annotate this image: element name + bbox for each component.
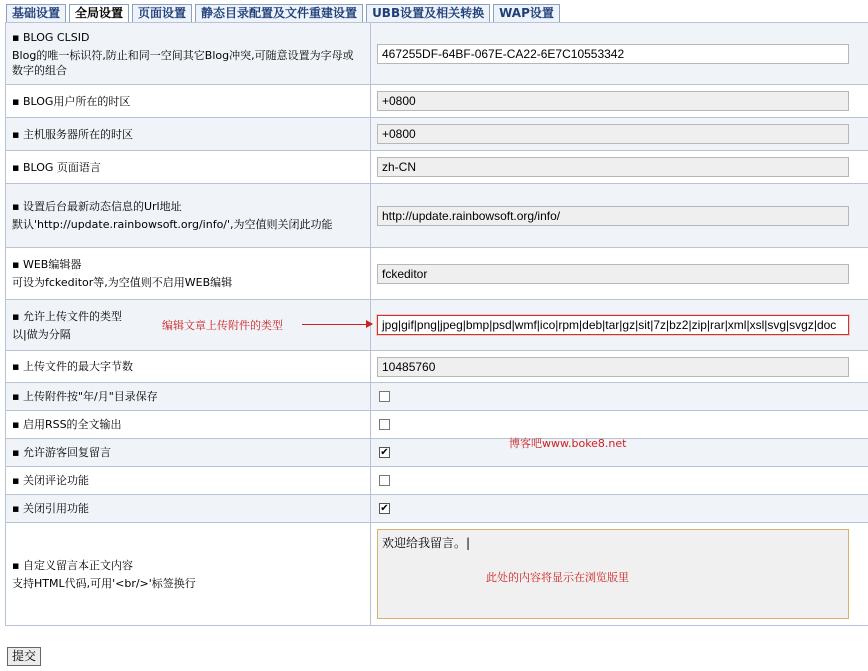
- row-close-comment: [5, 467, 868, 495]
- row-max-size: [5, 351, 868, 383]
- label-max-size: ▪ 上传文件的最大字节数: [12, 360, 133, 373]
- settings-tabs: [6, 4, 563, 22]
- desc-upload-types: 以|做为分隔: [12, 327, 71, 341]
- upload-types-input[interactable]: jpg|gif|png|jpeg|bmp|psd|wmf|ico|rpm|deb|tar|gz|sit|7z|bz2|zip|rar|xml|xsl|svg|svgz|doc: [377, 315, 849, 335]
- row-user-timezone: [5, 85, 868, 118]
- tab-ubb[interactable]: UBB设置及相关转换: [366, 4, 490, 22]
- label-user-timezone: ▪ BLOG用户所在的时区: [12, 94, 131, 108]
- row-guestbook-content: [5, 523, 868, 626]
- close-trackback-checkbox[interactable]: ✔: [380, 503, 389, 514]
- label-update-url: ▪ 设置后台最新动态信息的Url地址: [12, 200, 182, 213]
- row-web-editor: [5, 248, 868, 300]
- tab-global[interactable]: 全局设置: [69, 4, 129, 22]
- annotation-arrow-icon: [302, 324, 372, 325]
- row-guest-reply: [5, 439, 868, 467]
- upload-types-annotation: 编辑文章上传附件的类型: [162, 319, 283, 332]
- label-blog-clsid: ▪ BLOG CLSID: [12, 30, 90, 44]
- web-editor-input[interactable]: fckeditor: [377, 264, 849, 284]
- guest-reply-checkbox[interactable]: ✔: [380, 447, 389, 458]
- tab-static-dir[interactable]: 静态目录配置及文件重建设置: [195, 4, 363, 22]
- desc-guestbook-content: 支持HTML代码,可用'<br/>'标签换行: [12, 576, 196, 590]
- label-page-language: ▪ BLOG 页面语言: [12, 160, 101, 174]
- row-year-month: [5, 383, 868, 411]
- row-update-url: [5, 184, 868, 248]
- label-guest-reply: ▪ 允许游客回复留言: [12, 446, 111, 459]
- row-rss-full: [5, 411, 868, 439]
- desc-blog-clsid: Blog的唯一标识符,防止和同一空间其它Blog冲突,可随意设置为字母或数字的组合: [12, 48, 354, 77]
- label-close-trackback: ▪ 关闭引用功能: [12, 502, 89, 515]
- page-language-input[interactable]: zh-CN: [377, 157, 849, 177]
- year-month-checkbox[interactable]: [379, 391, 390, 402]
- label-close-comment: ▪ 关闭评论功能: [12, 474, 89, 487]
- max-size-input[interactable]: 10485760: [377, 357, 849, 377]
- row-page-language: [5, 151, 868, 184]
- preview-note: 此处的内容将显示在浏览版里: [486, 571, 629, 584]
- update-url-input[interactable]: http://update.rainbowsoft.org/info/: [377, 206, 849, 226]
- label-upload-types: ▪ 允许上传文件的类型: [12, 309, 122, 323]
- desc-update-url: 默认'http://update.rainbowsoft.org/info/',为空值则关闭此功能: [12, 218, 333, 231]
- submit-button[interactable]: 提交: [7, 647, 41, 666]
- tab-page[interactable]: 页面设置: [132, 4, 192, 22]
- user-timezone-input[interactable]: +0800: [377, 91, 849, 111]
- server-timezone-input[interactable]: +0800: [377, 124, 849, 144]
- blog-clsid-input[interactable]: 467255DF-64BF-067E-CA22-6E7C10553342: [377, 44, 849, 64]
- close-comment-checkbox[interactable]: [379, 475, 390, 486]
- row-blog-clsid: [5, 23, 868, 85]
- rss-full-checkbox[interactable]: [379, 419, 390, 430]
- label-guestbook-content: ▪ 自定义留言本正文内容: [12, 558, 133, 572]
- row-server-timezone: [5, 118, 868, 151]
- label-year-month: ▪ 上传附件按"年/月"目录保存: [12, 390, 158, 403]
- label-rss-full: ▪ 启用RSS的全文输出: [12, 418, 122, 431]
- label-server-timezone: ▪ 主机服务器所在的时区: [12, 127, 133, 141]
- settings-table: [5, 22, 868, 626]
- desc-web-editor: 可设为fckeditor等,为空值则不启用WEB编辑: [12, 276, 233, 289]
- row-close-trackback: [5, 495, 868, 523]
- tab-wap[interactable]: WAP设置: [493, 4, 560, 22]
- label-web-editor: ▪ WEB编辑器: [12, 258, 82, 271]
- tab-basic[interactable]: 基础设置: [6, 4, 66, 22]
- watermark-text: 博客吧www.boke8.net: [509, 437, 627, 450]
- row-upload-types: [5, 300, 868, 351]
